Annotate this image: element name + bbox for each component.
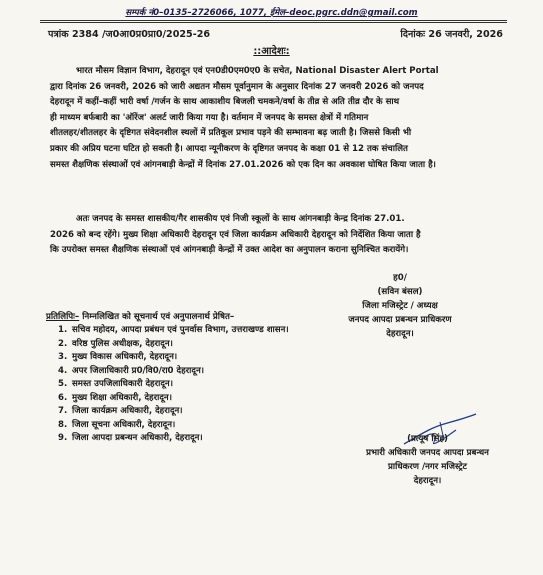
list-item: 8. जिला सूचना अधिकारी, देहरादून। xyxy=(58,419,176,430)
signature-block-officer xyxy=(345,432,510,488)
copy-to-label: प्रतिलिपिः– xyxy=(46,312,80,322)
copy-to-text: निम्नलिखित को सूचनार्थ एवं अनुपालनार्थ प्रेषित– xyxy=(82,312,235,322)
signatory-name: (सविन बंसल) xyxy=(377,287,423,297)
copy-to-heading xyxy=(46,310,234,322)
officer-designation: प्रभारी अधिकारी जनपद आपदा प्रबन्धन xyxy=(366,448,489,458)
para1-line: भारत मौसम विज्ञान विभाग, देहरादून एवं एन0डी0एम0ए0 के सचेत, National Disaster Alert Portal xyxy=(76,66,439,76)
list-item: 6. मुख्य शिक्षा अधिकारी, देहरादून। xyxy=(58,392,172,403)
para1-line: शीतलहर/शीतलहर के दृष्टिगत संवेदनशील स्थलों में प्रतिकूल प्रभाव पड़ने की सम्भावना बढ़ जाती है। जिससे किसी भी xyxy=(50,128,412,139)
list-item: 7. जिला कार्यक्रम अधिकारी, देहरादून। xyxy=(58,406,183,416)
reference-row xyxy=(48,27,503,40)
signatory-authority: जनपद आपदा प्रबन्धन प्राधिकरण xyxy=(348,315,452,325)
para1-line: समस्त शैक्षणिक संस्थाओं एवं आंगनबाड़ी केन्द्रों में दिनांक 27.01.2026 को एक दिन का अवकाश घोषित किया जाता है। xyxy=(50,159,436,170)
order-title: ::आदेशः: xyxy=(253,46,290,57)
list-item: 1. सचिव महोदय, आपदा प्रबंधन एवं पुनर्वास विभाग, उत्तराखण्ड शासन। xyxy=(58,325,289,335)
list-item: 9. जिला आपदा प्रबन्धन अधिकारी, देहरादून। xyxy=(58,433,203,443)
signatory-place: देहरादून। xyxy=(386,329,414,339)
header-rule-double xyxy=(40,22,507,23)
list-item: 5. समस्त उपजिलाधिकारी देहरादून। xyxy=(58,379,173,389)
officer-name: (प्रत्यूष सिंह) xyxy=(407,434,448,444)
order-paragraph-1 xyxy=(50,64,500,173)
para1-line: द्वारा दिनांक 26 जनवरी, 2026 को जारी अद्यतन मौसम पूर्वानुमान के अनुसार दिनांक 27 जनवरी 2026 को जनपद xyxy=(50,81,424,92)
para1-line: ही माध्यम बर्फबारी का 'ऑरेंज' अलर्ट जारी किया गया है। वर्तमान में जनपद के समस्त क्षेत्रों में गतिमान xyxy=(50,112,369,123)
order-paragraph-2 xyxy=(50,212,500,259)
list-item: 2. वरिष्ठ पुलिस अधीक्षक, देहरादून। xyxy=(58,338,173,349)
officer-place: देहरादून। xyxy=(413,476,442,486)
document-date: दिनांकः 26 जनवरी, 2026 xyxy=(400,29,503,40)
reference-number: पत्रांक 2384 /ज0आ0प्र0प्रा0/2025-26 xyxy=(48,29,211,40)
para2-line: 2026 को बन्द रहेंगे। मुख्य शिक्षा अधिकारी देहरादून एवं जिला कार्यक्रम अधिकारी देहरादून को निर्देशित किया जाता है xyxy=(50,229,421,240)
para1-line: प्रकार की अप्रिय घटना घटित हो सकती है। आपदा न्यूनीकरण के दृष्टिगत जनपद के कक्षा 01 से 12 तक संचालित xyxy=(50,143,408,154)
list-item: 4. अपर जिलाधिकारी प्र0/वि0/रा0 देहरादून। xyxy=(58,365,204,376)
para2-line: कि उपरोक्त समस्त शैक्षणिक संस्थाओं एवं आंगनबाड़ी केन्द्रों में उक्त आदेश का अनुपालन कराना सुनिश्चित करायेंगे। xyxy=(50,245,409,256)
copy-to-list xyxy=(58,324,289,446)
officer-authority: प्राधिकरण /नगर मजिस्ट्रेट xyxy=(388,462,467,472)
signature-block-dm xyxy=(330,271,470,341)
contact-line: सम्पर्क नं0–0135–2726066, 1077, ईमेल–deoc.pgrc.ddn@gmail.com xyxy=(125,8,418,18)
signed-mark: ह0/ xyxy=(393,273,407,283)
header-rule xyxy=(40,20,507,21)
list-item: 3. मुख्य विकास अधिकारी, देहरादून। xyxy=(58,352,178,362)
signatory-designation: जिला मजिस्ट्रेट / अध्यक्ष xyxy=(362,301,438,311)
para1-line: देहरादून में कहीं–कहीं भारी वर्षा /गर्जन के साथ आकाशीय बिजली चमकने/वर्षा के तीव्र से अति तीव्र दौर के साथ xyxy=(50,97,400,108)
para2-line: अतः जनपद के समस्त शासकीय/गैर शासकीय एवं निजी स्कूलों के साथ आंगनबाड़ी केन्द्र दिनांक 27.01. xyxy=(76,214,405,224)
